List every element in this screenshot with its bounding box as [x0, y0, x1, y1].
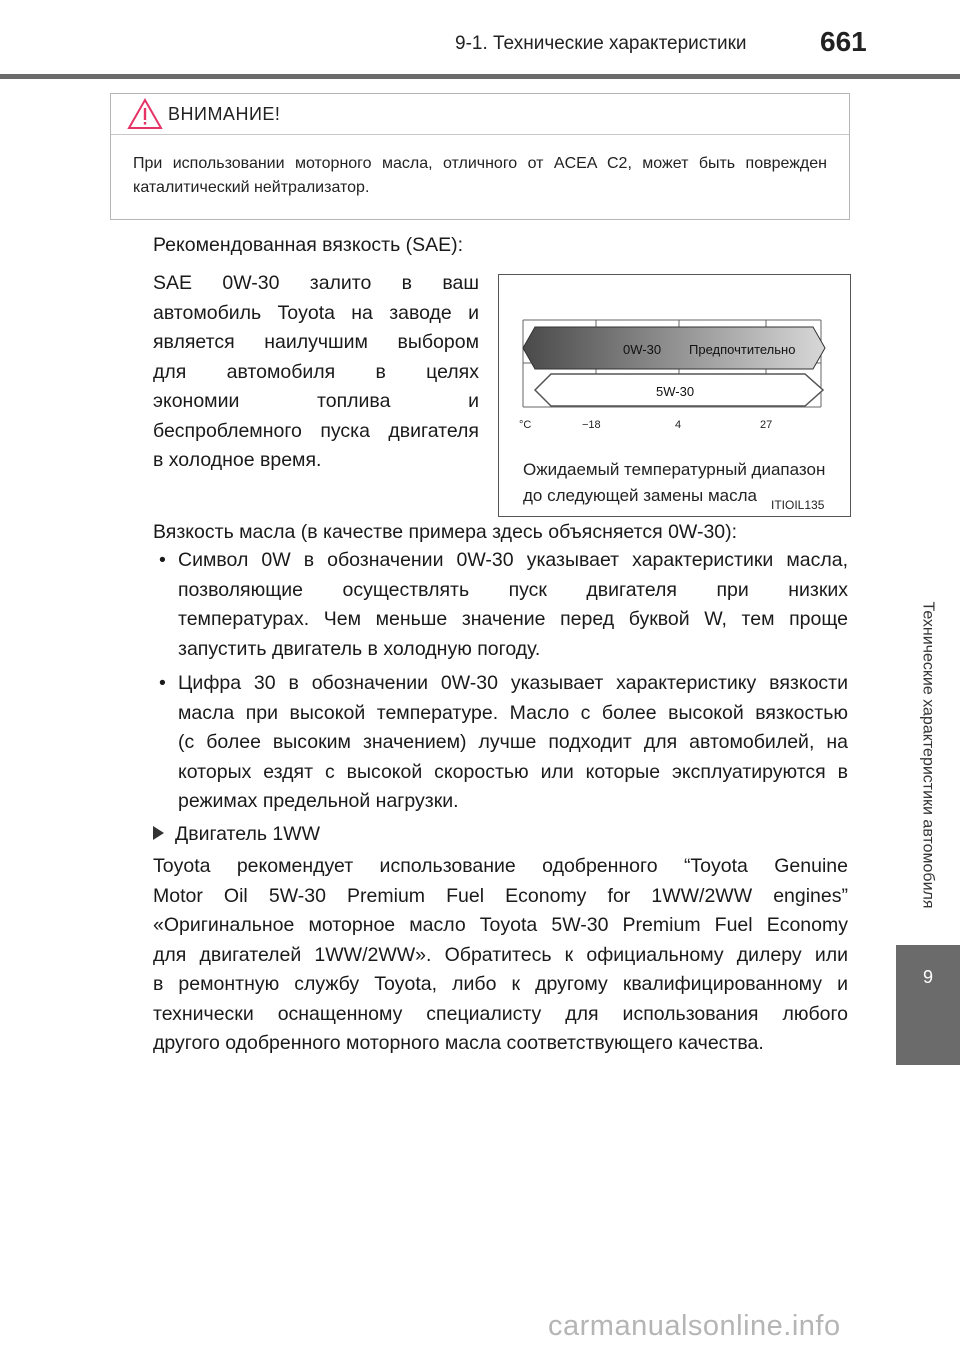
- bullet-line: позволяющие осуществлять пуск двигателя при низких: [178, 578, 848, 601]
- temperature-range-diagram: [498, 274, 851, 517]
- toyota-recommendation: [153, 852, 848, 1059]
- bullet-line: запустить двигатель в холодную погоду.: [178, 637, 541, 660]
- bullet-item: [153, 669, 848, 817]
- tick-label: −18: [582, 419, 601, 431]
- watermark: carmanualsonline.info: [548, 1310, 841, 1342]
- axis-unit-label: °C: [519, 419, 532, 431]
- engine-heading-text: Двигатель 1WW: [175, 823, 321, 845]
- viscosity-intro: Вязкость масла (в качестве примера здесь объясняется 0W-30):: [153, 521, 738, 543]
- header-rule: [0, 74, 960, 79]
- paragraph-line: для двигателей 1WW/2WW». Обратитесь к официальному дилеру или: [153, 943, 848, 966]
- paragraph-line: другого одобренного моторного масла соответствующего качества.: [153, 1032, 764, 1054]
- bullet-symbol: •: [159, 672, 166, 694]
- paragraph-line: Motor Oil 5W-30 Premium Fuel Economy for 1WW/2WW engines”: [153, 884, 848, 907]
- warning-triangle-icon: [127, 97, 163, 131]
- triangle-bullet-icon: [153, 826, 164, 840]
- chapter-number: 9: [922, 967, 933, 987]
- bullet-line: масла при высокой температуре. Масло с более высокой вязкостью: [178, 701, 848, 724]
- paragraph-line: «Оригинальное моторное масло Toyota 5W-30 Premium Fuel Economy: [153, 914, 848, 936]
- alt-grade-label: 5W-30: [656, 384, 695, 399]
- preferred-label: Предпочтительно: [689, 342, 796, 357]
- chapter-number-tab: [896, 945, 960, 1065]
- sae-line: автомобиль Toyota на заводе и: [153, 301, 479, 324]
- paragraph-line: Toyota рекомендует использование одобренного “Toyota Genuine: [153, 855, 848, 877]
- sae-line: является наилучшим выбором: [153, 331, 479, 353]
- warning-title: ВНИМАНИЕ!: [168, 104, 281, 124]
- bullet-line: режимах предельной нагрузки.: [178, 790, 459, 812]
- warning-header: [111, 94, 849, 135]
- bullet-line: Цифра 30 в обозначении 0W-30 указывает характеристику вязкости: [178, 672, 848, 694]
- sae-line: SAE 0W-30 залито в ваш: [153, 272, 479, 294]
- sae-paragraph: [153, 269, 479, 476]
- tick-label: 4: [675, 419, 682, 431]
- caption-line: до следующей замены масла: [523, 486, 757, 505]
- sae-line: в холодное время.: [153, 449, 322, 471]
- bullet-line: температурах. Чем меньше значение перед буквой W, тем проще: [178, 608, 848, 630]
- page-number: 661: [820, 26, 867, 57]
- bullet-symbol: •: [159, 549, 166, 571]
- bullet-line: которых ездят с высокой скоростью или которые эксплуатируются в: [178, 760, 848, 783]
- bullet-item: [153, 546, 848, 664]
- viscosity-heading: Рекомендованная вязкость (SAE):: [153, 234, 464, 256]
- engine-heading: [153, 820, 320, 850]
- illustration-code: ITIOIL135: [771, 498, 825, 512]
- bullet-line: Символ 0W в обозначении 0W-30 указывает характеристики масла,: [178, 549, 848, 571]
- warning-text: При использовании моторного масла, отличного от ACEA C2, может быть поврежден каталитический нейтрализатор.: [133, 155, 827, 196]
- viscosity-chart: [499, 275, 850, 450]
- paragraph-line: технически оснащенному специалисту для использования любого: [153, 1002, 848, 1025]
- sae-line: экономии топлива и: [153, 390, 479, 412]
- preferred-grade-label: 0W-30: [623, 342, 662, 357]
- chapter-title: Технические характеристики автомобиля: [920, 601, 937, 909]
- sae-line: для автомобиля в целях: [153, 360, 479, 383]
- sae-line: беспроблемного пуска двигателя: [153, 419, 479, 442]
- paragraph-line: в ремонтную службу Toyota, либо к другому квалифицированному и: [153, 973, 848, 995]
- chapter-side-tab: [896, 575, 960, 935]
- bullet-line: (с более высоким значением) лучше подходит для автомобилей, на: [178, 731, 848, 753]
- warning-box: [110, 93, 850, 220]
- section-title: 9-1. Технические характеристики: [455, 33, 747, 54]
- caption-line: Ожидаемый температурный диапазон: [523, 460, 826, 479]
- tick-label: 27: [760, 419, 773, 431]
